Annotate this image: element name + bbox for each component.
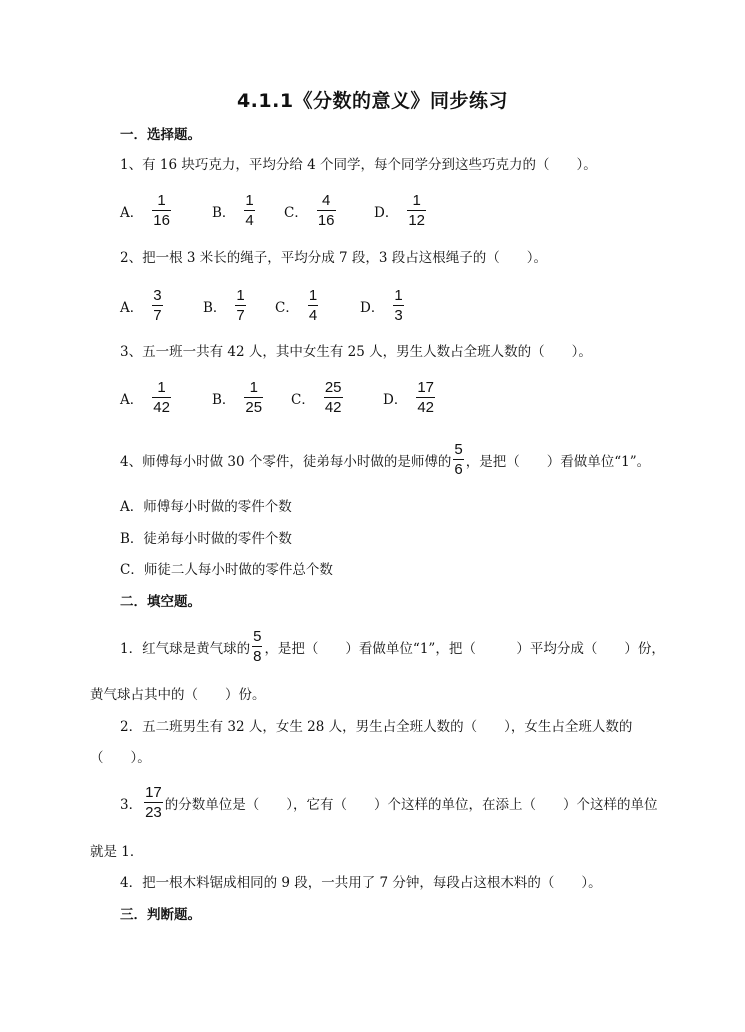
- fraction: [152, 379, 171, 416]
- option-label: C．: [275, 299, 299, 316]
- denominator: 8: [253, 648, 262, 665]
- fraction-bar: [308, 305, 318, 306]
- q2-option-a: [120, 287, 165, 324]
- fraction: [393, 287, 403, 324]
- fraction-bar: [144, 802, 163, 803]
- section-judge-heading: 三．判断题。: [120, 907, 201, 923]
- numerator: 5: [253, 628, 262, 645]
- denominator: 7: [236, 307, 245, 324]
- denominator: 23: [145, 804, 162, 821]
- fraction-bar: [453, 459, 463, 460]
- denominator: 12: [408, 212, 426, 229]
- option-label: B．: [212, 204, 236, 221]
- numerator: 25: [324, 379, 342, 396]
- denominator: 25: [245, 399, 263, 416]
- question-4-text-after: ，是把（ ）看做单位“1”。: [465, 453, 651, 470]
- q3-option-b: [212, 379, 265, 416]
- question-4-text-before: 4、师傅每小时做 30 个零件，徒弟每小时做的是师傅的: [120, 453, 452, 470]
- denominator: 16: [153, 212, 170, 229]
- question-3-text: 3、五一班一共有 42 人，其中女生有 25 人，男生人数占全班人数的（ ）。: [120, 344, 592, 360]
- denominator: 7: [153, 307, 162, 324]
- denominator: 42: [417, 399, 435, 416]
- fraction: [244, 379, 263, 416]
- q1-option-c: [284, 192, 338, 229]
- fill-2-line-2: （ ）。: [90, 750, 151, 766]
- q4-option-a: A．师傅每小时做的零件个数: [120, 499, 292, 515]
- fraction-bar: [252, 646, 262, 647]
- fraction-bar: [407, 210, 426, 211]
- fraction-bar: [235, 305, 245, 306]
- q1-option-b: [212, 192, 257, 229]
- option-label: D．: [383, 391, 408, 408]
- fill-1-text-before: 1．红气球是黄气球的: [120, 640, 251, 657]
- denominator: 4: [245, 212, 254, 229]
- fraction-bar: [244, 210, 254, 211]
- denominator: 16: [317, 212, 335, 229]
- numerator: 1: [412, 192, 421, 209]
- fraction-bar: [152, 210, 171, 211]
- option-label: A．: [120, 299, 144, 316]
- fraction: [244, 192, 254, 229]
- denominator: 42: [153, 399, 170, 416]
- option-label: B．: [203, 299, 227, 316]
- q2-option-b: [203, 287, 248, 324]
- numerator: 3: [153, 287, 162, 304]
- fill-1-text-after: ，是把（ ）看做单位“1”，把（ ）平均分成（ ）份，: [264, 640, 665, 657]
- numerator: 17: [145, 784, 162, 801]
- numerator: 4: [322, 192, 331, 209]
- option-label: A．: [120, 204, 144, 221]
- question-4: [120, 441, 650, 478]
- section-choice-heading: 一．选择题。: [120, 127, 201, 143]
- fraction-bar: [152, 305, 162, 306]
- fill-3-line-2: 就是 1．: [90, 844, 144, 860]
- option-label: D．: [374, 204, 399, 221]
- fraction: [144, 784, 163, 821]
- q4-option-b: B．徒弟每小时做的零件个数: [120, 531, 292, 547]
- q2-option-c: [275, 287, 320, 324]
- numerator: 1: [157, 192, 166, 209]
- numerator: 1: [236, 287, 245, 304]
- fill-3-text-after: 的分数单位是（ ），它有（ ）个这样的单位，在添上（ ）个这样的单位: [164, 796, 658, 813]
- option-label: D．: [360, 299, 385, 316]
- fill-2-line-1: 2．五二班男生有 32 人，女生 28 人，男生占全班人数的（ ），女生占全班人数的: [120, 719, 633, 735]
- q1-option-a: [120, 192, 173, 229]
- fraction-bar: [244, 397, 263, 398]
- fraction-bar: [393, 305, 403, 306]
- fill-4-text: 4．把一根木料锯成相同的 9 段，一共用了 7 分钟，每段占这根木料的（ ）。: [120, 875, 602, 891]
- fraction: [152, 287, 162, 324]
- fill-question-1: [120, 628, 665, 665]
- numerator: 1: [249, 379, 258, 396]
- option-label: B．: [212, 391, 236, 408]
- section-fill-heading: 二．填空题。: [120, 594, 201, 610]
- numerator: 1: [394, 287, 403, 304]
- q1-option-d: [374, 192, 428, 229]
- denominator: 42: [324, 399, 342, 416]
- option-label: A．: [120, 391, 144, 408]
- question-1-text: 1、有 16 块巧克力，平均分给 4 个同学，每个同学分到这些巧克力的（ ）。: [120, 157, 597, 173]
- q4-option-c: C．师徒二人每小时做的零件总个数: [120, 562, 333, 578]
- numerator: 1: [308, 287, 318, 304]
- page-title: 4.1.1《分数的意义》同步练习: [236, 90, 509, 112]
- fraction: [152, 192, 171, 229]
- question-2-text: 2、把一根 3 米长的绳子，平均分成 7 段，3 段占这根绳子的（ ）。: [120, 250, 548, 266]
- fraction: [308, 287, 318, 324]
- fraction-bar: [416, 397, 435, 398]
- fraction-bar: [317, 210, 336, 211]
- fill-1-line-2: 黄气球占其中的（ ）份。: [90, 687, 266, 703]
- fraction: [324, 379, 343, 416]
- numerator: 1: [245, 192, 254, 209]
- option-label: C．: [284, 204, 308, 221]
- q3-option-a: [120, 379, 173, 416]
- denominator: 3: [394, 307, 403, 324]
- numerator: 1: [157, 379, 166, 396]
- fraction: [453, 441, 463, 478]
- fraction: [407, 192, 426, 229]
- fraction-bar: [324, 397, 343, 398]
- numerator: 5: [454, 441, 463, 458]
- fraction: [317, 192, 336, 229]
- option-label: C．: [291, 391, 315, 408]
- q3-option-d: [383, 379, 437, 416]
- numerator: 17: [417, 379, 435, 396]
- q3-option-c: [291, 379, 345, 416]
- q2-option-d: [360, 287, 406, 324]
- fraction-bar: [152, 397, 171, 398]
- fill-3-text-before: 3．: [120, 796, 143, 813]
- fraction: [416, 379, 435, 416]
- denominator: 4: [308, 307, 318, 324]
- fraction: [252, 628, 262, 665]
- fraction: [235, 287, 245, 324]
- denominator: 6: [454, 461, 463, 478]
- fill-question-3: [120, 784, 658, 821]
